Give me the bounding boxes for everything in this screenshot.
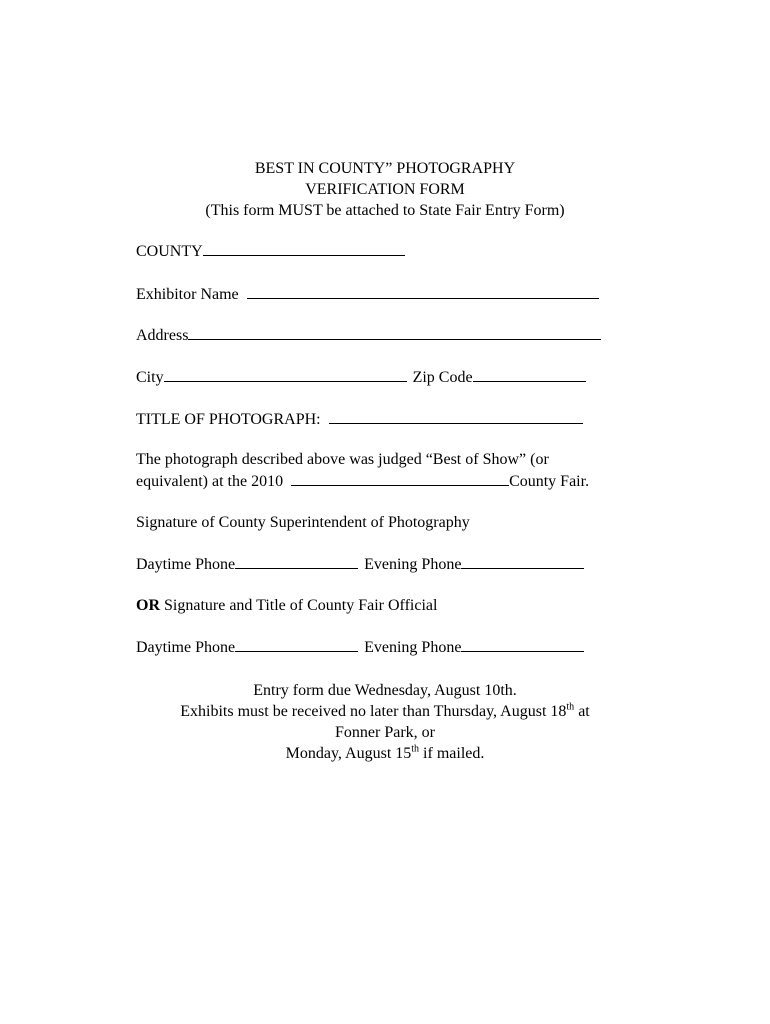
county-fair-name-field[interactable] xyxy=(291,471,509,486)
mail-deadline-end: if mailed. xyxy=(419,745,485,762)
mail-deadline-text xyxy=(0,743,770,764)
county-row xyxy=(136,241,405,262)
exhibit-deadline-ordinal: th xyxy=(566,701,575,713)
form-title-block xyxy=(0,158,770,221)
photograph-title-label: TITLE OF PHOTOGRAPH: xyxy=(136,411,321,428)
photograph-title-field[interactable] xyxy=(329,409,583,424)
exhibit-location-text: Fonner Park, or xyxy=(335,724,435,741)
address-field[interactable] xyxy=(188,325,601,340)
zip-code-field[interactable] xyxy=(473,367,586,382)
exhibit-deadline-end: at xyxy=(574,703,590,720)
entry-deadline-text: Entry form due Wednesday, August 10th. xyxy=(253,682,517,699)
official-daytime-phone-label: Daytime Phone xyxy=(136,639,236,656)
form-subtitle: VERIFICATION FORM xyxy=(305,181,465,198)
zip-code-label: Zip Code xyxy=(412,369,473,386)
official-signature-label: Signature and Title of County Fair Official xyxy=(164,597,438,614)
city-zip-row xyxy=(136,367,586,388)
city-field[interactable] xyxy=(164,367,407,382)
exhibit-deadline-start: Exhibits must be received no later than Thursday, August 18 xyxy=(180,703,567,720)
mail-deadline-ordinal: th xyxy=(411,743,420,755)
official-daytime-phone-field[interactable] xyxy=(235,637,358,652)
exhibitor-name-field[interactable] xyxy=(247,284,599,299)
statement-year-text: equivalent) at the 2010 xyxy=(136,473,284,490)
exhibitor-name-label: Exhibitor Name xyxy=(136,286,239,303)
official-evening-phone-field[interactable] xyxy=(461,637,584,652)
statement-county-fair-text: County Fair. xyxy=(509,473,590,490)
deadline-notice xyxy=(0,680,770,764)
superintendent-signature-label: Signature of County Superintendent of Photography xyxy=(136,514,470,531)
statement-line-2 xyxy=(136,471,589,492)
address-label: Address xyxy=(136,327,189,344)
superintendent-phone-row xyxy=(136,554,584,575)
official-evening-phone-label: Evening Phone xyxy=(364,639,462,656)
statement-line-1: The photograph described above was judged “Best of Show” (or xyxy=(136,451,549,468)
address-row xyxy=(136,325,601,346)
superintendent-daytime-phone-label: Daytime Phone xyxy=(136,556,236,573)
superintendent-evening-phone-label: Evening Phone xyxy=(364,556,462,573)
county-field[interactable] xyxy=(203,241,405,256)
official-phone-row xyxy=(136,637,584,658)
superintendent-evening-phone-field[interactable] xyxy=(461,554,584,569)
county-label: COUNTY xyxy=(136,243,203,260)
official-signature-row xyxy=(136,596,437,616)
superintendent-daytime-phone-field[interactable] xyxy=(235,554,358,569)
or-label: OR xyxy=(136,597,160,614)
photo-title-row xyxy=(136,409,583,430)
mail-deadline-start: Monday, August 15 xyxy=(285,745,412,762)
city-label: City xyxy=(136,369,164,386)
exhibit-deadline-text xyxy=(0,701,770,722)
form-title: BEST IN COUNTY” PHOTOGRAPHY xyxy=(254,160,516,177)
exhibitor-row xyxy=(136,284,599,305)
form-instruction: (This form MUST be attached to State Fair Entry Form) xyxy=(205,202,565,219)
